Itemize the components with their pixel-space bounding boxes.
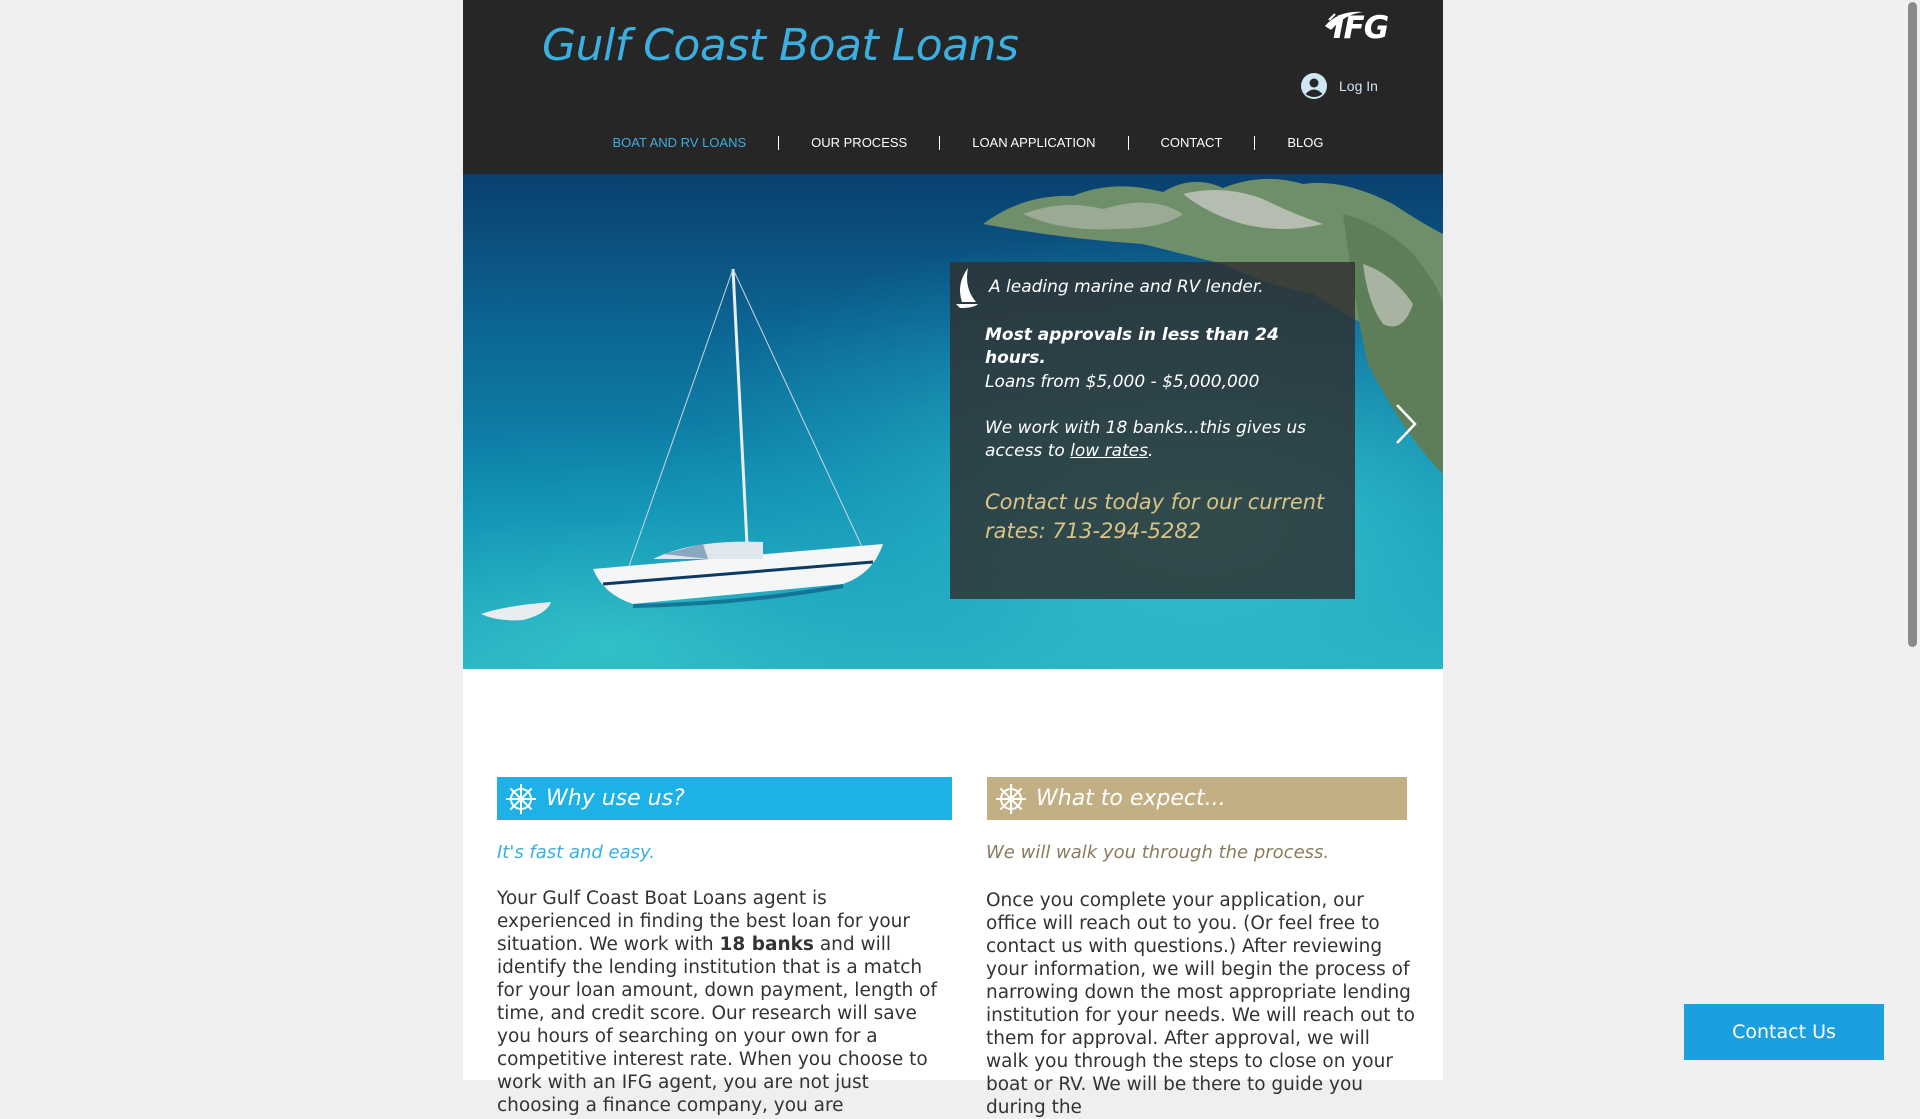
hero-banks-period: .: [1148, 441, 1154, 461]
page-container: [463, 0, 1443, 1118]
sailboat-icon: [954, 266, 980, 308]
low-rates-link[interactable]: low rates: [1070, 441, 1148, 461]
nav-contact[interactable]: CONTACT: [1160, 135, 1223, 150]
why-body-bold: 18 banks: [719, 934, 814, 955]
page-scrollbar[interactable]: [1904, 0, 1920, 1080]
why-use-us-title: Why use us?: [546, 786, 685, 811]
logo-text: IFG: [1333, 10, 1389, 46]
user-avatar-icon: [1301, 73, 1327, 99]
nav-loan-application[interactable]: LOAN APPLICATION: [972, 135, 1096, 150]
ship-wheel-icon: [994, 782, 1028, 816]
hero-info-box: [950, 262, 1355, 599]
hero-line-loan-range: Loans from $5,000 - $5,000,000: [985, 372, 1260, 392]
hero-line-approvals: Most approvals in less than 24 hours.: [985, 325, 1279, 368]
what-to-expect-header: [987, 777, 1407, 820]
why-body-text: [497, 887, 937, 1117]
hero-line-leading-lender: A leading marine and RV lender.: [989, 277, 1264, 297]
chevron-right-icon[interactable]: [1393, 402, 1419, 446]
login-button[interactable]: [1301, 70, 1378, 102]
what-to-expect-title: What to expect...: [1036, 786, 1226, 811]
contact-us-button[interactable]: Contact Us: [1684, 1004, 1884, 1060]
site-header: [463, 0, 1443, 174]
hero-slideshow: [463, 174, 1443, 669]
expect-body-text: Once you complete your application, our office will reach out to you. (Or feel free to contact us with questions.) After reviewing your information, we will begin the process of narrowing down the most appropriate lending institution for your needs. We will reach out to them for approval. After approval, we will walk you through the steps to close on your boat or RV. We will be there to guide you during the: [986, 890, 1415, 1118]
hero-contact-rates: Contact us today for our current rates: 713-294-5282: [985, 490, 1325, 543]
why-use-us-header: [497, 777, 952, 820]
site-title[interactable]: Gulf Coast Boat Loans: [542, 20, 1019, 71]
ifg-logo[interactable]: [1319, 6, 1389, 48]
hero-line-banks: [985, 417, 1340, 463]
scrollbar-thumb[interactable]: [1908, 2, 1917, 647]
why-subheading: It's fast and easy.: [497, 842, 655, 863]
main-nav: [463, 130, 1443, 156]
nav-blog[interactable]: BLOG: [1287, 135, 1324, 150]
expect-subheading: We will walk you through the process.: [986, 842, 1330, 863]
why-body-part1: Your Gulf Coast Boat Loans agent is experienced in finding the best loan for your situation. We work with: [497, 888, 910, 955]
hero-banks-text: We work with 18 banks...this gives us access to: [985, 418, 1306, 461]
login-label: Log In: [1339, 78, 1378, 94]
why-body-part2: and will identify the lending institution that is a match for your loan amount, down payment, length of time, and credit score. Our research will save you hours of searching on your own for a competitive interest rate. When you choose to work with an IFG agent, you are not just choosing a finance company, you are: [497, 934, 937, 1116]
ship-wheel-icon: [504, 782, 538, 816]
nav-boat-and-rv-loans[interactable]: BOAT AND RV LOANS: [612, 135, 747, 150]
nav-our-process[interactable]: OUR PROCESS: [811, 135, 908, 150]
